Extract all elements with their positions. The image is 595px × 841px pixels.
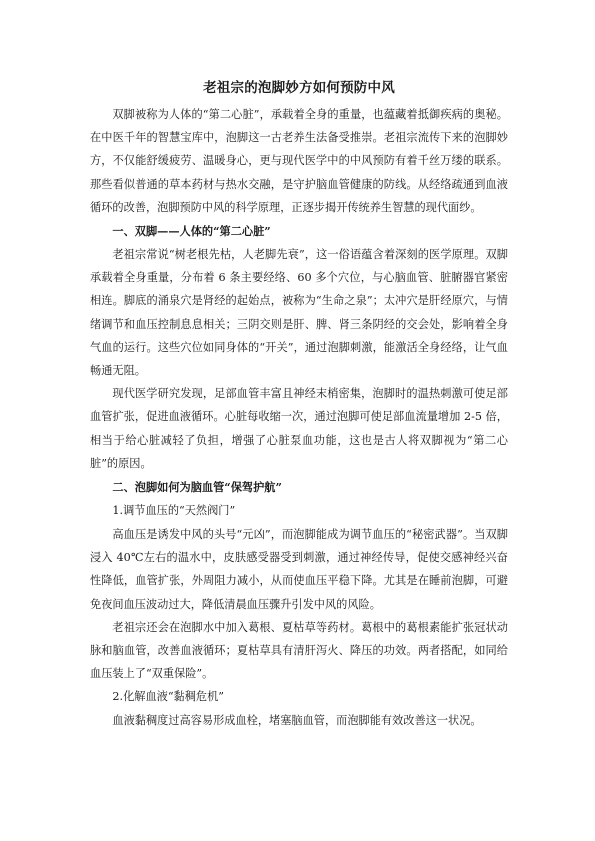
section-1-heading: 一、双脚——人体的“第二心脏”	[112, 224, 271, 239]
section-2-heading: 二、泡脚如何为脑血管“保驾护航”	[112, 480, 282, 495]
document-title: 老祖宗的泡脚妙方如何预防中风	[203, 80, 395, 96]
subsection-2-2-paragraph-1: 血液黏稠度过高容易形成血栓，堵塞脑血管，而泡脚能有效改善这一状况。	[112, 714, 482, 728]
subsection-2-1-paragraph-1: 高血压是诱发中风的头号“元凶”，而泡脚能成为调节血压的“秘密武器”。当双脚浸入 40℃左右的温水中，皮肤感受器受到刺激，通过神经传导，促使交感神经兴奋性降低，血管扩张，外周阻力减小，从而使血压平稳下降。尤其是在睡前泡脚，可避免夜间血压波动过大，降低清晨血压骤升引发中风的风险。	[90, 528, 508, 611]
subsection-2-1-paragraph-2: 老祖宗还会在泡脚水中加入葛根、夏枯草等药材。葛根中的葛根素能扩张冠状动脉和脑血管，改善血液循环；夏枯草具有清肝泻火、降压的功效。两者搭配，如同给血压装上了“双重保险”。	[90, 620, 508, 681]
section-1-paragraph-1: 老祖宗常说“树老根先枯，人老脚先衰”，这一俗语蕴含着深刻的医学原理。双脚承载着全身重量，分布着 6 条主要经络、60 多个穴位，与心脑血管、脏腑器官紧密相连。脚底的涌泉穴是肾经的起始点，被称为“生命之泉”；太冲穴是肝经原穴，与情绪调节和血压控制息息相关；三阴交则是肝、脾、肾三条阴经的交会处，影响着全身气血的运行。这些穴位如同身体的“开关”，通过泡脚刺激，能激活全身经络，让气血畅通无阻。	[90, 248, 508, 378]
subsection-2-1-heading: 1.调节血压的“天然阀门”	[112, 504, 236, 518]
section-1-paragraph-2: 现代医学研究发现，足部血管丰富且神经末梢密集，泡脚时的温热刺激可使足部血管扩张，促进血液循环。心脏每收缩一次，通过泡脚可使足部血流量增加 2-5 倍，相当于给心脏减轻了负担，增强了心脏泵血功能，这也是古人将双脚视为“第二心脏”的原因。	[90, 387, 508, 470]
subsection-2-2-heading: 2.化解血液“黏稠危机”	[112, 690, 225, 704]
document-page	[90, 78, 508, 733]
intro-paragraph: 双脚被称为人体的“第二心脏”，承载着全身的重量，也蕴藏着抵御疾病的奥秘。在中医千年的智慧宝库中，泡脚这一古老养生法备受推崇。老祖宗流传下来的泡脚妙方，不仅能舒缓疲劳、温暖身心，更与现代医学中的中风预防有着千丝万缕的联系。那些看似普通的草本药材与热水交融，是守护脑血管健康的防线。从经络疏通到血液循环的改善，泡脚预防中风的科学原理，正逐步揭开传统养生智慧的现代面纱。	[90, 108, 508, 214]
